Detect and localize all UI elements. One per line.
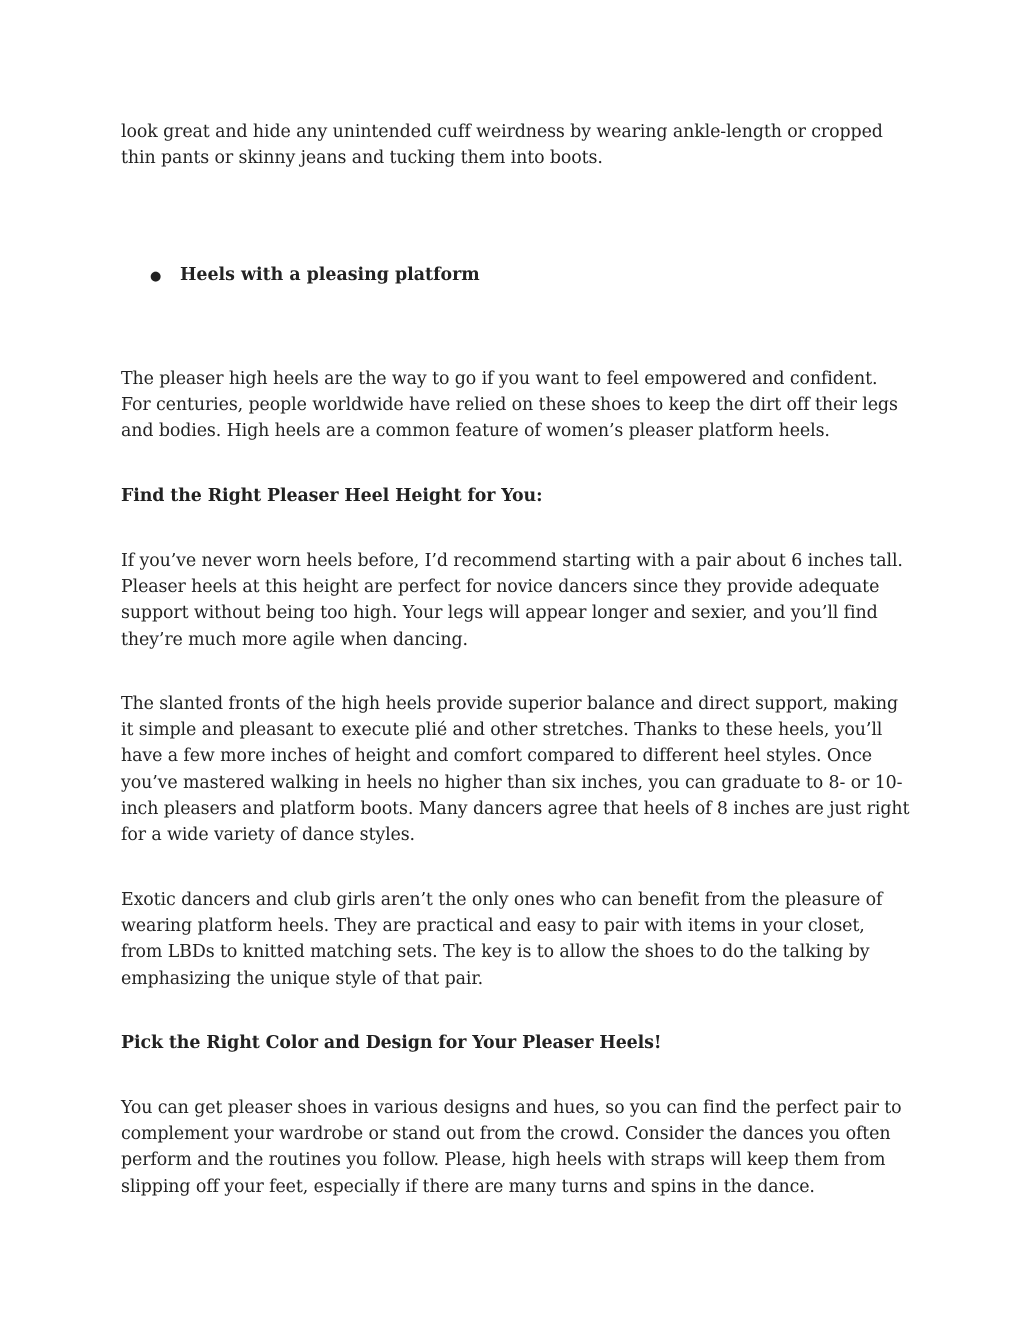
bullet-icon: ● (150, 269, 162, 284)
paragraph-text: If you’ve never worn heels before, I’d recommend starting with a pair about 6 inches tall. Pleaser heels at this height are perfect for novice dancers since they provide adequate support without being too high. Your legs will appear longer and sexier, and you’ll find they’re much more agile when dancing. (121, 551, 903, 650)
paragraph-text: You can get pleaser shoes in various designs and hues, so you can find the perfect pair to complement your wardrobe or stand out from the crowd. Consider the dances you often perform and the routines you follow. Please, high heels with straps will keep them from slipping off your feet, especially if there are many turns and spins in the dance. (121, 1098, 902, 1197)
section-heading-color-design (121, 1030, 911, 1056)
bullet-list-item (150, 262, 480, 290)
paragraph-heel-height (121, 548, 911, 653)
paragraph-text: The slanted fronts of the high heels provide superior balance and direct support, making it simple and pleasant to execute plié and other stretches. Thanks to these heels, you’ll have a few more inches of height and comfort compared to different heel styles. Once you’ve mastered walking in heels no higher than six inches, you can graduate to 8- or 10-inch pleasers and platform boots. Many dancers agree that heels of 8 inches are just right for a wide variety of dance styles. (121, 694, 910, 846)
bullet-item-text: Heels with a pleasing platform (180, 265, 480, 285)
paragraph-exotic-dancers (121, 887, 911, 992)
heading-text: Pick the Right Color and Design for Your Pleaser Heels! (121, 1033, 662, 1053)
paragraph-text: Exotic dancers and club girls aren’t the only ones who can benefit from the pleasure of wearing platform heels. They are practical and easy to pair with items in your closet, from LBDs to knitted matching sets. The key is to allow the shoes to do the talking by emphasizing the unique style of that pair. (121, 890, 883, 989)
paragraph-text: The pleaser high heels are the way to go if you want to feel empowered and confident. For centuries, people worldwide have relied on these shoes to keep the dirt off their legs and bodies. High heels are a common feature of women’s pleaser platform heels. (121, 369, 898, 442)
paragraph-color-design (121, 1095, 911, 1200)
paragraph-slanted-fronts (121, 691, 911, 848)
paragraph-intro-continuation (121, 119, 911, 171)
heading-text: Find the Right Pleaser Heel Height for You: (121, 486, 543, 506)
section-heading-heel-height (121, 483, 911, 509)
paragraph-text: look great and hide any unintended cuff weirdness by wearing ankle-length or cropped thin pants or skinny jeans and tucking them into boots. (121, 122, 883, 169)
paragraph-pleaser-intro (121, 366, 911, 445)
